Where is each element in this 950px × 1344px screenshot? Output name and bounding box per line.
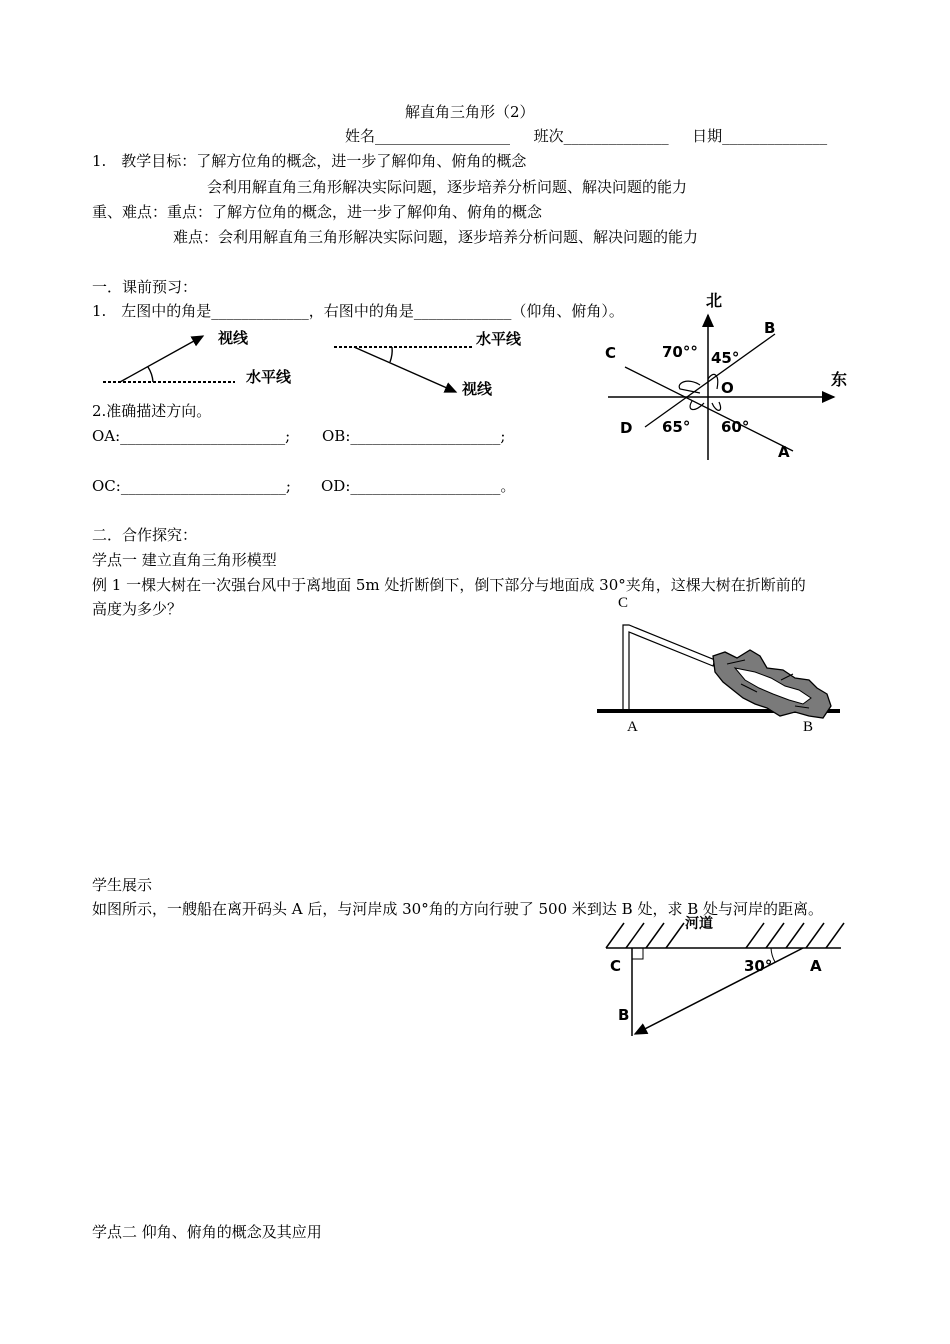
angle-arc-a [712,402,721,410]
compass-east-label: 东 [831,370,848,389]
answer-oc: OC:______________________; [92,477,291,495]
left-horizontal-label: 水平线 [246,368,292,386]
right-horizontal-label: 水平线 [476,330,522,348]
date-label: 日期 [692,127,723,145]
key-points-line: 重、难点：重点：了解方位角的概念，进一步了解仰角、俯角的概念 [92,203,543,221]
sightline [354,347,456,392]
learning-point-2: 学点二 仰角、俯角的概念及其应用 [92,1223,322,1241]
learning-point-1: 学点一 建立直角三角形模型 [92,551,277,569]
compass-c-label: C [605,344,617,362]
tree-a-label: A [627,719,638,735]
compass-origin-label: O [721,379,734,397]
compass-angle-a: 60° [721,418,750,436]
boat-b-label: B [618,1006,630,1024]
broken-trunk [623,625,715,709]
compass-north-label: 北 [706,291,723,310]
angle-arc [148,367,153,382]
goal-line-2: 会利用解直角三角形解决实际问题，逐步培养分析问题、解决问题的能力 [207,178,688,196]
right-sightline-label: 视线 [462,380,493,398]
right-angle-marker [632,948,643,959]
answer-od: OD:____________________。 [321,477,516,495]
river-hatching [606,923,844,948]
boat-c-label: C [610,957,622,975]
elevation-angle-figure [95,325,335,395]
broken-tree-figure [595,620,845,720]
compass-angle-d: 65° [662,418,691,436]
angle-arc-c [679,381,700,393]
page-title: 解直角三角形（2） [405,103,535,121]
boat-angle-label: 30° [744,957,773,975]
tree-b-label: B [803,719,814,735]
answer-oa: OA:______________________; [92,427,291,445]
compass-angle-b: 45° [711,349,740,367]
ray-oa-oc [625,367,793,451]
angle-arc [390,347,392,362]
left-sightline-label: 视线 [218,329,249,347]
answer-ob: OB:____________________; [322,427,506,445]
compass-b-label: B [764,319,776,337]
difficult-points-line: 难点：会利用解直角三角形解决实际问题，逐步培养分析问题、解决问题的能力 [173,228,699,246]
preview-question-2: 2.准确描述方向。 [92,402,212,420]
boat-problem: 如图所示，一艘船在离开码头 A 后，与河岸成 30°角的方向行驶了 500 米到达 B 处，求 B 处与河岸的距离。 [92,900,824,918]
student-show-label: 学生展示 [92,876,153,894]
river-boat-figure [603,915,848,1045]
tree-c-label: C [618,595,629,611]
example-1-line-1: 例 1 一棵大树在一次强台风中于离地面 5m 处折断倒下，倒下部分与地面成 30°夹角，这棵大树在折断前的 [92,576,806,594]
sightline [120,336,203,382]
goal-line-1: 1. 教学目标：了解方位角的概念，进一步了解仰角、俯角的概念 [92,152,527,170]
name-label: 姓名 [345,127,376,145]
explore-heading: 二．合作探究： [92,526,198,544]
boat-path [635,948,803,1034]
date-blank: ______________ [722,127,828,145]
class-label: 班次 [533,127,564,145]
preview-heading: 一．课前预习： [92,278,198,296]
angle-arc-d [690,401,704,410]
compass-angle-c: 70°° [662,343,698,361]
example-1-line-2: 高度为多少？ [92,600,183,618]
compass-d-label: D [620,419,633,437]
angle-arc-b [708,374,718,389]
boat-a-label: A [810,957,822,975]
preview-question-1: 1. 左图中的角是_____________，右图中的角是_____________（仰角、俯角）。 [92,302,624,320]
class-blank: ______________ [563,127,669,145]
header-fields [345,126,827,146]
river-label: 河道 [685,916,713,932]
compass-a-label: A [778,443,790,461]
name-blank: __________________ [375,127,511,145]
